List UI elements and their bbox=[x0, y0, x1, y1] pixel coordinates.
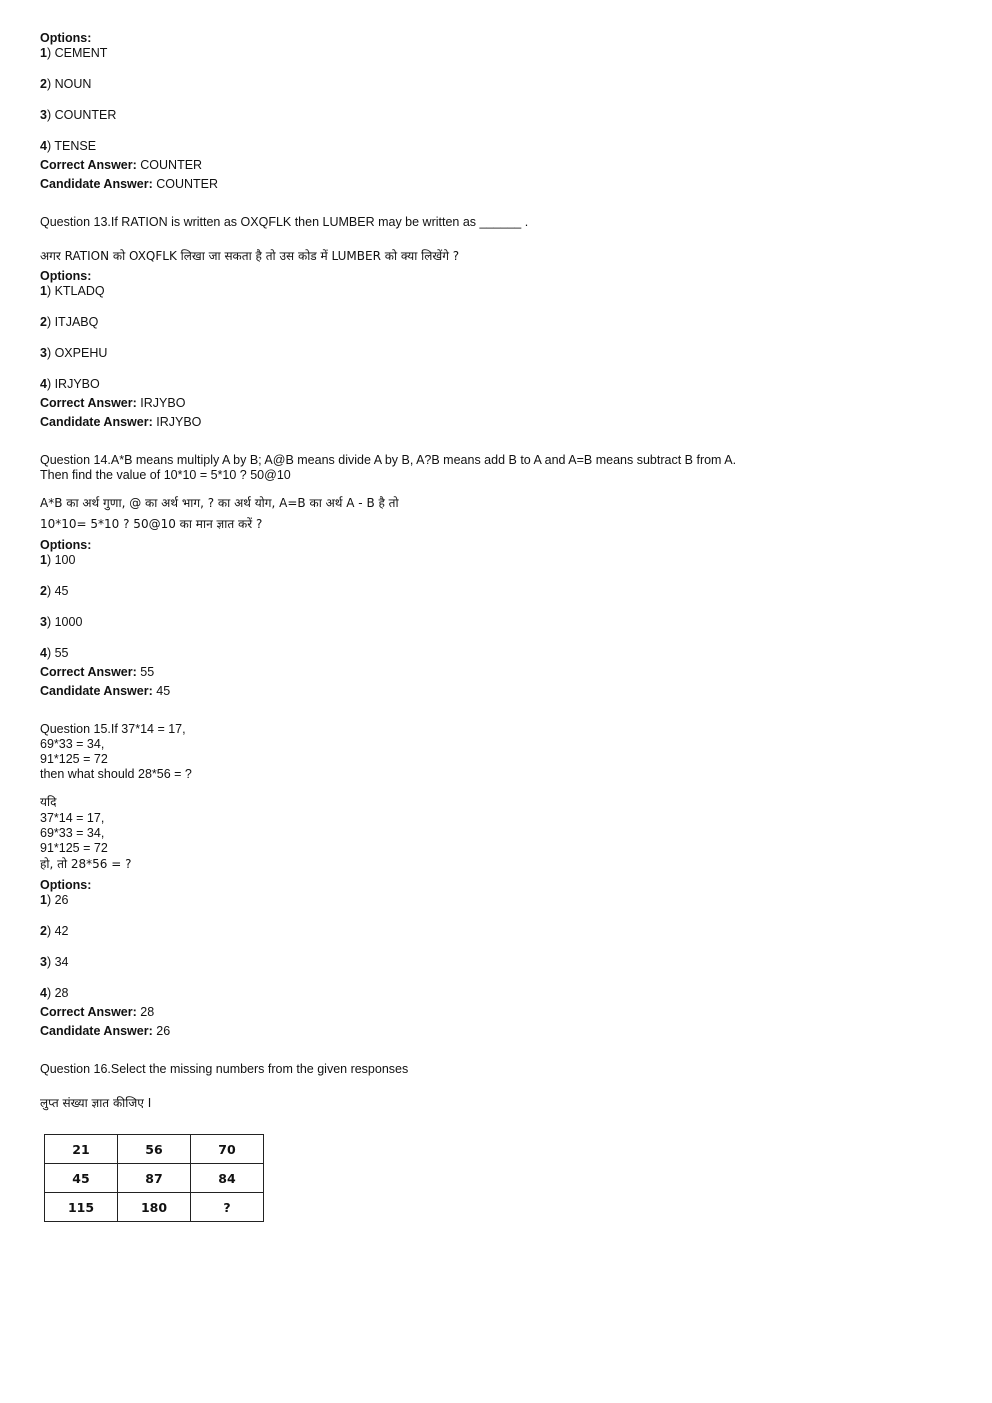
number-grid bbox=[44, 1134, 264, 1222]
exam-page bbox=[40, 31, 940, 1222]
option-4: 4) 55 bbox=[40, 646, 69, 660]
hindi-line: 69*33 = 34, bbox=[40, 826, 105, 840]
correct-answer: Correct Answer: COUNTER bbox=[40, 158, 203, 172]
table-cell: 115 bbox=[45, 1193, 118, 1222]
table-row bbox=[45, 1135, 264, 1164]
table-cell: 45 bbox=[45, 1164, 118, 1193]
candidate-answer: Candidate Answer: IRJYBO bbox=[40, 415, 202, 429]
table-cell: 21 bbox=[45, 1135, 118, 1164]
table-row bbox=[45, 1193, 264, 1222]
table-cell: 87 bbox=[118, 1164, 191, 1193]
question-hindi: लुप्त संख्या ज्ञात कीजिए I bbox=[40, 1096, 152, 1110]
option-1: 1) CEMENT bbox=[40, 46, 108, 60]
correct-answer: Correct Answer: 55 bbox=[40, 665, 155, 679]
question-hindi: अगर RATION को OXQFLK लिखा जा सकता है तो उस कोड में LUMBER को क्या लिखेंगे ? bbox=[40, 249, 460, 263]
option-2: 2) NOUN bbox=[40, 77, 92, 91]
option-4: 4) IRJYBO bbox=[40, 377, 100, 391]
candidate-answer: Candidate Answer: 26 bbox=[40, 1024, 171, 1038]
question-text: Question 15.If 37*14 = 17, bbox=[40, 722, 186, 736]
question-text: Question 13.If RATION is written as OXQFLK then LUMBER may be written as ______ . bbox=[40, 215, 529, 229]
table-cell: 180 bbox=[118, 1193, 191, 1222]
candidate-answer: Candidate Answer: 45 bbox=[40, 684, 171, 698]
table-cell: 70 bbox=[191, 1135, 264, 1164]
question-hindi-last: हो, तो 28*56 = ? bbox=[40, 857, 132, 871]
question-14-block bbox=[40, 453, 940, 699]
question-line: 91*125 = 72 bbox=[40, 752, 108, 766]
option-2: 2) 42 bbox=[40, 924, 69, 938]
options-label: Options: bbox=[40, 31, 92, 45]
options-label: Options: bbox=[40, 538, 92, 552]
hindi-line: 37*14 = 17, bbox=[40, 811, 105, 825]
table-row bbox=[45, 1164, 264, 1193]
question-text: Question 14.A*B means multiply A by B; A@B means divide A by B, A?B means add B to A and A=B means subtract B from A. bbox=[40, 453, 737, 467]
table-cell: 84 bbox=[191, 1164, 264, 1193]
option-1: 1) KTLADQ bbox=[40, 284, 105, 298]
question-12-block bbox=[40, 31, 940, 192]
question-15-block bbox=[40, 722, 940, 1039]
correct-answer: Correct Answer: IRJYBO bbox=[40, 396, 186, 410]
question-line: then what should 28*56 = ? bbox=[40, 767, 192, 781]
option-3: 3) OXPEHU bbox=[40, 346, 108, 360]
option-3: 3) 1000 bbox=[40, 615, 83, 629]
question-16-block bbox=[40, 1062, 940, 1222]
question-hindi-2: 10*10= 5*10 ? 50@10 का मान ज्ञात करें ? bbox=[40, 517, 263, 531]
correct-answer: Correct Answer: 28 bbox=[40, 1005, 155, 1019]
options-label: Options: bbox=[40, 878, 92, 892]
candidate-answer: Candidate Answer: COUNTER bbox=[40, 177, 219, 191]
option-3: 3) COUNTER bbox=[40, 108, 117, 122]
option-4: 4) TENSE bbox=[40, 139, 97, 153]
option-1: 1) 26 bbox=[40, 893, 69, 907]
option-3: 3) 34 bbox=[40, 955, 69, 969]
table-cell: ? bbox=[191, 1193, 264, 1222]
option-2: 2) ITJABQ bbox=[40, 315, 99, 329]
hindi-line: 91*125 = 72 bbox=[40, 841, 108, 855]
option-1: 1) 100 bbox=[40, 553, 76, 567]
table-cell: 56 bbox=[118, 1135, 191, 1164]
question-text-2: Then find the value of 10*10 = 5*10 ? 50@10 bbox=[40, 468, 291, 482]
option-4: 4) 28 bbox=[40, 986, 69, 1000]
question-13-block bbox=[40, 215, 940, 430]
question-line: 69*33 = 34, bbox=[40, 737, 105, 751]
question-text: Question 16.Select the missing numbers from the given responses bbox=[40, 1062, 409, 1076]
question-hindi: A*B का अर्थ गुणा, @ का अर्थ भाग, ? का अर्थ योग, A=B का अर्थ A - B है तो bbox=[40, 496, 399, 510]
options-label: Options: bbox=[40, 269, 92, 283]
question-hindi: यदि bbox=[40, 795, 57, 809]
option-2: 2) 45 bbox=[40, 584, 69, 598]
